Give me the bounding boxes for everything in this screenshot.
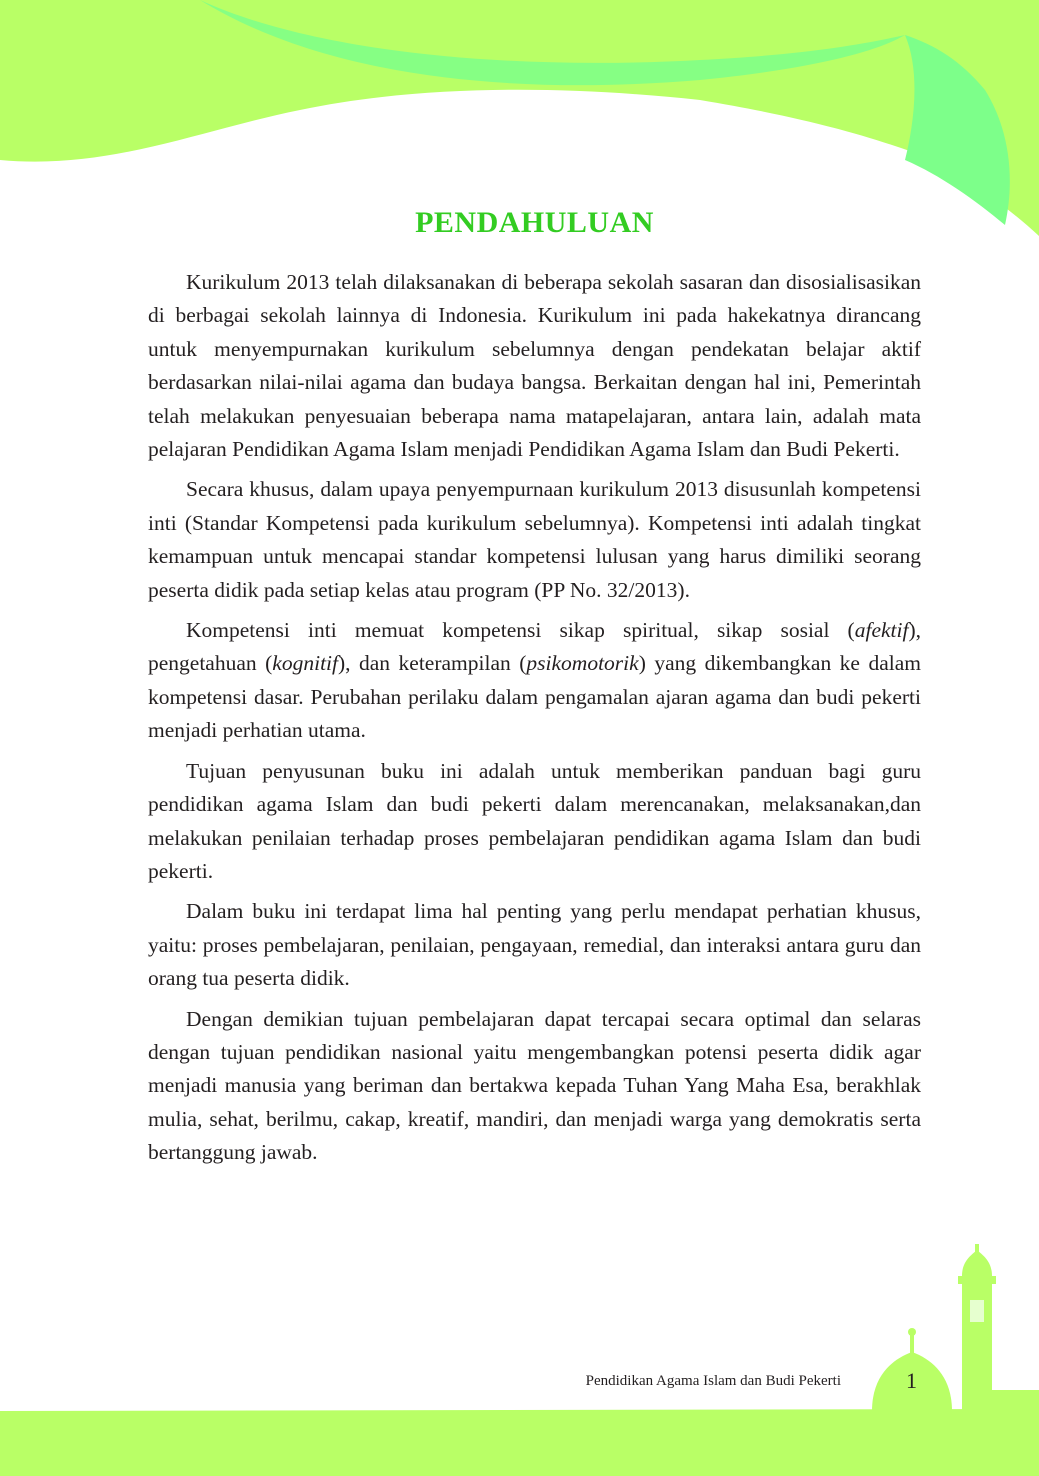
paragraph xyxy=(148,266,921,466)
text-run: Secara khusus, dalam upaya penyempurnaan kurikulum 2013 disusunlah kompetensi inti (Standar Kompetensi pada kurikulum sebelumnya). Kompetensi inti adalah tingkat kemampuan untuk mencapai standar kompetensi lulusan yang harus dimiliki seorang peserta didik pada setiap kelas atau program (PP No. 32/2013). xyxy=(148,477,921,602)
text-run: Dalam buku ini terdapat lima hal penting yang perlu mendapat perhatian khusus, yaitu: proses pembelajaran, penilaian, pengayaan, remedial, dan interaksi antara guru dan orang tua peserta didik. xyxy=(148,899,921,991)
italic-term: afektif xyxy=(854,618,909,643)
paragraph xyxy=(148,1003,921,1170)
footer-book-title: Pendidikan Agama Islam dan Budi Pekerti xyxy=(585,1373,841,1389)
text-run: Tujuan penyusunan buku ini adalah untuk memberikan panduan bagi guru pendidikan agama Islam dan budi pekerti dalam merencanakan, melaksanakan,dan melakukan penilaian terhadap proses pembelajaran pendidikan agama Islam dan budi pekerti. xyxy=(148,758,921,883)
mosque-icon xyxy=(872,1244,1039,1411)
paragraph xyxy=(148,614,921,748)
paragraph xyxy=(148,755,921,889)
text-run: Dengan demikian tujuan pembelajaran dapat tercapai secara optimal dan selaras dengan tujuan pendidikan nasional yaitu mengembangkan potensi peserta didik agar menjadi manusia yang beriman dan bertakwa kepada Tuhan Yang Maha Esa, berakhlak mulia, sehat, berilmu, cakap, kreatif, mandiri, dan menjadi warga yang demokratis serta bertanggung jawab. xyxy=(148,1006,921,1165)
text-run: ), pengetahuan ( xyxy=(148,618,921,676)
text-run: ), dan keterampilan ( xyxy=(337,651,527,676)
paragraph xyxy=(148,895,921,995)
text-run: ) yang dikembangkan ke dalam kompetensi dasar. Perubahan perilaku dalam pengamalan ajaran agama dan budi pekerti menjadi perhatian utama. xyxy=(148,651,921,743)
paragraph xyxy=(148,473,921,607)
body-text xyxy=(148,266,921,1177)
top-banner-wave xyxy=(0,0,1039,236)
text-run: Kompetensi inti memuat kompetensi sikap spiritual, sikap sosial ( xyxy=(186,618,855,643)
page-title: PENDAHULUAN xyxy=(415,206,654,239)
italic-term: psikomotorik xyxy=(526,651,639,676)
bottom-band xyxy=(0,1409,1039,1476)
page-number: 1 xyxy=(906,1368,917,1393)
italic-term: kognitif xyxy=(272,651,338,676)
text-run: Kurikulum 2013 telah dilaksanakan di beberapa sekolah sasaran dan disosialisasikan di berbagai sekolah lainnya di Indonesia. Kurikulum ini pada hakekatnya dirancang untuk menyempurnakan kurikulum sebelumnya dengan pendekatan belajar aktif berdasarkan nilai-nilai agama dan budaya bangsa. Berkaitan dengan hal ini, Pemerintah telah melakukan penyesuaian beberapa nama matapelajaran, antara lain, adalah mata pelajaran Pendidikan Agama Islam menjadi Pendidikan Agama Islam dan Budi Pekerti. xyxy=(148,270,921,462)
